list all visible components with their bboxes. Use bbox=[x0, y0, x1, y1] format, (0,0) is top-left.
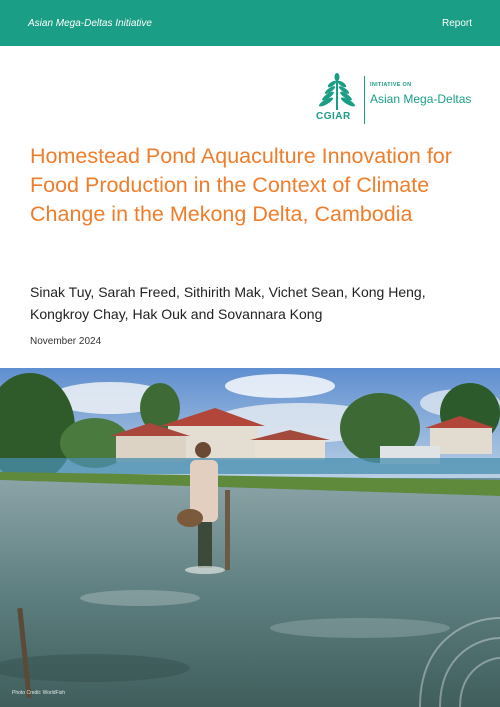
cover-photo bbox=[0, 368, 500, 707]
report-title: Homestead Pond Aquaculture Innovation for Food Production in the Context of Climate Change in the Mekong Delta, Cambodia bbox=[30, 144, 452, 226]
logo-wordmark: CGIAR bbox=[316, 111, 351, 122]
logo-kicker: INITIATIVE ON bbox=[370, 82, 412, 88]
document-type: Report bbox=[441, 18, 472, 29]
cgiar-logo bbox=[308, 72, 488, 130]
series-name: Asian Mega-Deltas Initiative bbox=[28, 18, 152, 29]
report-authors: Sinak Tuy, Sarah Freed, Sithirith Mak, Vichet Sean, Kong Heng, Kongkroy Chay, Hak Ouk and Sovannara Kong bbox=[30, 284, 426, 322]
photo-credit: Photo Credit: WorldFish bbox=[12, 690, 65, 696]
header-bar bbox=[0, 0, 500, 46]
logo-initiative-name: Asian Mega-Deltas bbox=[370, 92, 472, 106]
logo-divider bbox=[364, 76, 365, 124]
publication-date: November 2024 bbox=[30, 336, 102, 347]
pond-scene bbox=[0, 368, 500, 707]
wheat-icon bbox=[312, 72, 362, 112]
